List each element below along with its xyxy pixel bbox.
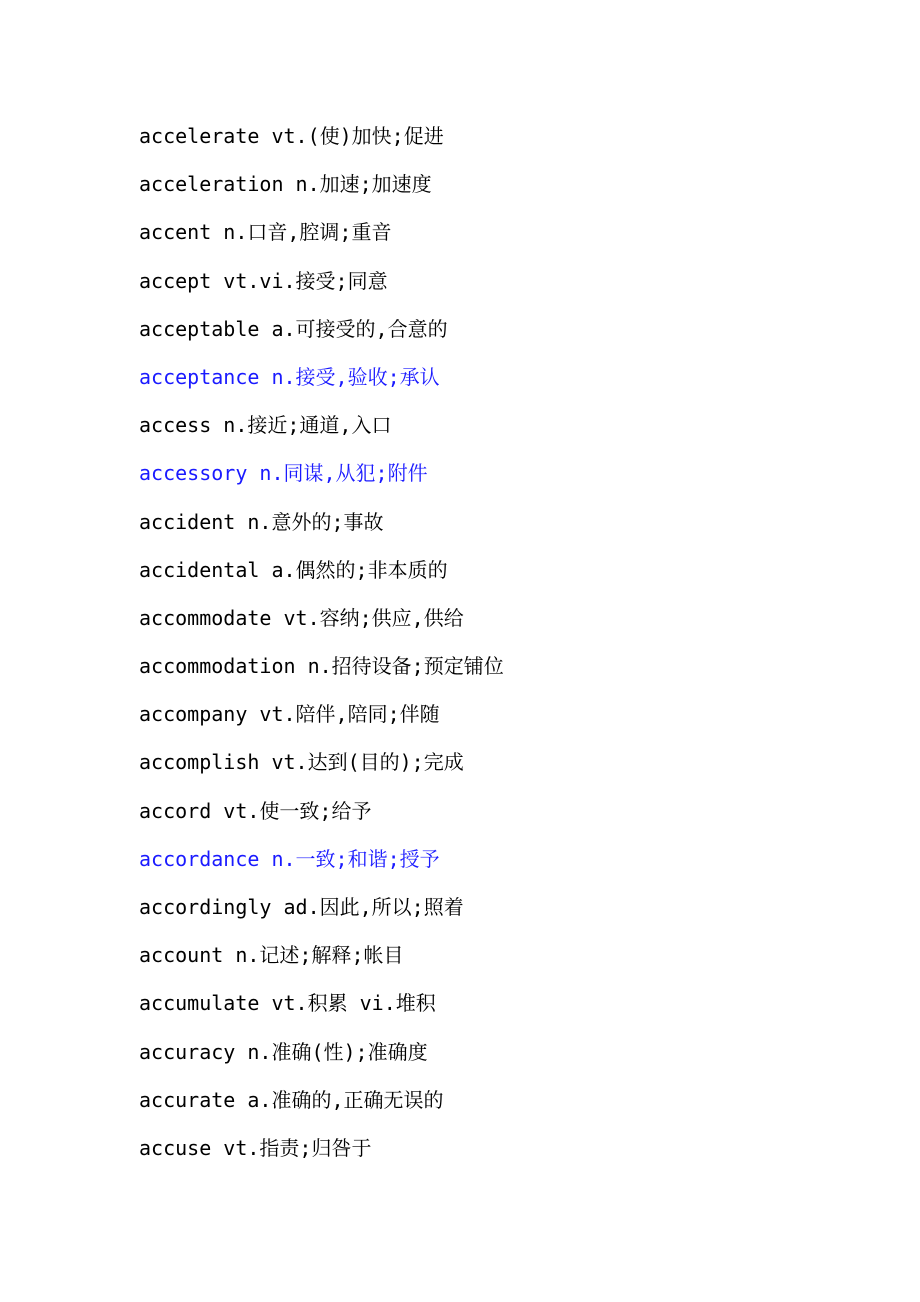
vocab-entry: accumulate vt.积累 vi.堆积 <box>139 991 436 1016</box>
vocab-entry: accurate a.准确的,正确无误的 <box>139 1087 444 1112</box>
vocab-entry: accord vt.使一致;给予 <box>139 798 372 823</box>
vocab-entry: accent n.口音,腔调;重音 <box>139 220 392 245</box>
vocab-entry: accompany vt.陪伴,陪同;伴随 <box>139 702 440 727</box>
vocab-entry: accommodation n.招待设备;预定铺位 <box>139 654 504 679</box>
vocab-entry: accordance n.一致;和谐;授予 <box>139 846 440 871</box>
vocabulary-list <box>139 112 879 1172</box>
vocab-entry: acceptable a.可接受的,合意的 <box>139 316 448 341</box>
vocab-entry: acceptance n.接受,验收;承认 <box>139 364 440 389</box>
vocab-entry: accomplish vt.达到(目的);完成 <box>139 750 464 775</box>
vocab-entry: accelerate vt.(使)加快;促进 <box>139 124 444 148</box>
vocab-entry: accidental a.偶然的;非本质的 <box>139 557 448 582</box>
vocab-entry: accident n.意外的;事故 <box>139 509 384 534</box>
vocab-entry: accordingly ad.因此,所以;照着 <box>139 895 464 919</box>
vocab-entry: accessory n.同谋,从犯;附件 <box>139 461 428 486</box>
vocab-entry: accuracy n.准确(性);准确度 <box>139 1039 428 1064</box>
vocab-entry: accommodate vt.容纳;供应,供给 <box>139 605 464 630</box>
vocab-entry: account n.记述;解释;帐目 <box>139 943 404 968</box>
vocab-entry: acceleration n.加速;加速度 <box>139 172 432 197</box>
vocab-entry: access n.接近;通道,入口 <box>139 413 392 438</box>
vocab-entry: accept vt.vi.接受;同意 <box>139 268 388 293</box>
vocab-entry: accuse vt.指责;归咎于 <box>139 1135 372 1160</box>
